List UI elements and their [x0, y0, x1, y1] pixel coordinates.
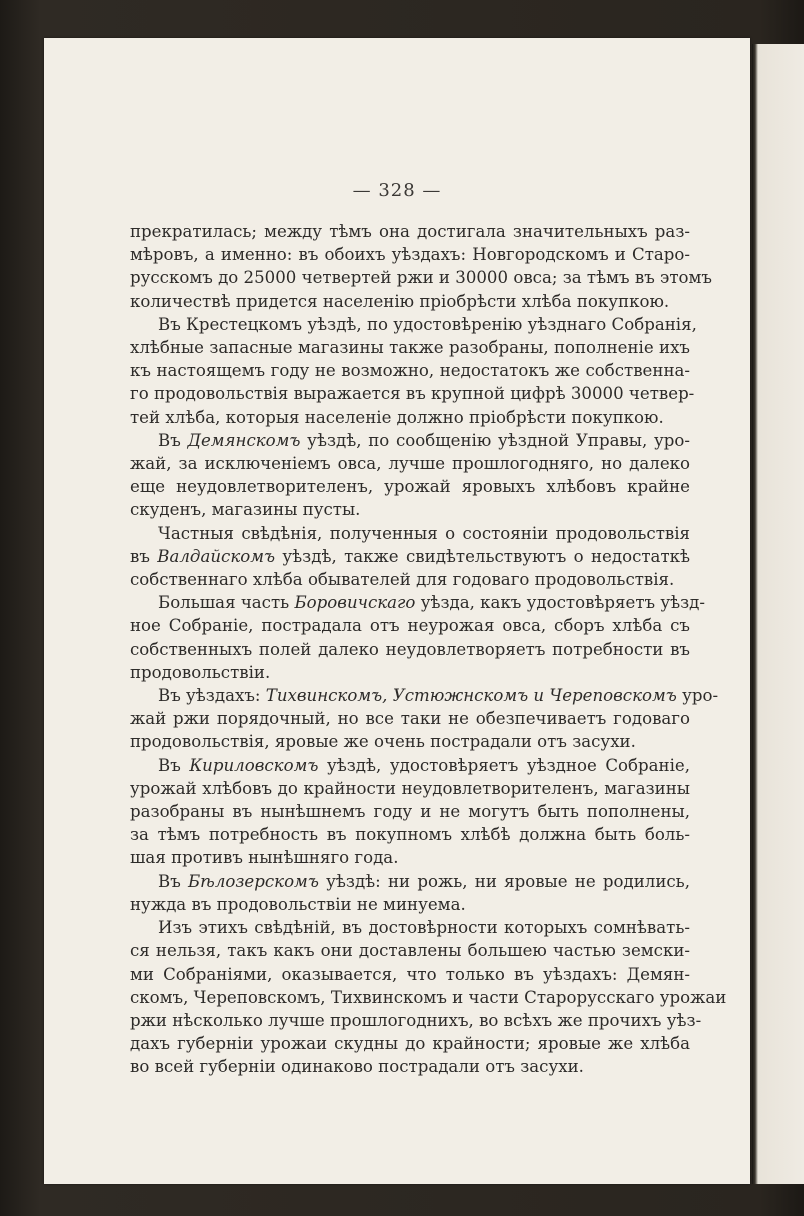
text-segment: Въ уѣздахъ: [158, 686, 266, 706]
text-segment: собственнаго хлѣба обывателей для годоваго продовольствія. [130, 570, 675, 590]
text-line [130, 591, 705, 614]
text-line [130, 313, 697, 336]
text-line [130, 661, 690, 684]
text-line [130, 777, 690, 800]
text-segment: къ настоящемъ году не возможно, недостатокъ же собственна- [130, 361, 690, 381]
text-line [130, 614, 690, 637]
text-segment: скуденъ, магазины пусты. [130, 500, 361, 520]
text-line [130, 638, 690, 661]
text-line [130, 568, 690, 591]
text-segment: прекратилась; между тѣмъ она достигала значительныхъ раз- [130, 222, 690, 241]
body-text [130, 220, 727, 1079]
text-segment: Въ Крестецкомъ уѣздѣ, по удостовѣренію уѣзднаго Собранія, [158, 314, 697, 334]
text-line [130, 243, 690, 266]
text-segment: го продовольствія выражается въ крупной цифрѣ 30000 четвер- [130, 384, 695, 404]
text-line [130, 475, 690, 498]
text-line [130, 359, 690, 382]
text-segment: ржи нѣсколько лучше прошлогоднихъ, во всѣхъ же прочихъ уѣз- [130, 1010, 702, 1030]
text-segment: нужда въ продовольствіи не минуема. [130, 894, 466, 914]
text-segment: ное Собраніе, пострадала отъ неурожая овса, сборъ хлѣба съ [130, 616, 690, 636]
text-segment: количествѣ придется населенію пріобрѣсти хлѣба покупкою. [130, 291, 670, 311]
text-segment: жай, за исключеніемъ овса, лучше прошлогодняго, но далеко [130, 454, 690, 474]
italic-place-name: Тихвинскомъ, Устюжнскомъ и Череповскомъ [265, 686, 677, 706]
text-line [130, 406, 690, 429]
italic-place-name: Демянскомъ [187, 430, 301, 450]
text-line [130, 684, 719, 707]
text-segment: разобраны въ нынѣшнемъ году и не могутъ быть пополнены, [130, 802, 690, 822]
italic-place-name: Бѣлозерскомъ [187, 871, 319, 891]
text-line [130, 800, 690, 823]
text-line [130, 986, 727, 1009]
text-segment: уѣзда, какъ удостовѣряетъ уѣзд- [415, 593, 705, 613]
text-segment: ся нельзя, такъ какъ они доставлены большею частью земски- [130, 941, 690, 961]
text-line [130, 220, 690, 243]
text-segment: урожай хлѣбовъ до крайности неудовлетворителенъ, магазины [130, 778, 690, 798]
text-line [130, 452, 690, 475]
text-line [130, 429, 690, 452]
text-line [130, 336, 690, 359]
text-line [130, 1032, 690, 1055]
book-page [44, 38, 750, 1184]
text-line [130, 707, 690, 730]
text-segment: жай ржи порядочный, но все таки не обезпечиваетъ годоваго [130, 709, 690, 729]
text-segment: русскомъ до 25000 четвертей ржи и 30000 овса; за тѣмъ въ этомъ [130, 268, 712, 288]
text-segment: въ [130, 546, 158, 566]
text-segment: хлѣбные запасные магазины также разобраны, пополненіе ихъ [130, 338, 690, 358]
text-line [130, 730, 690, 753]
text-segment: уѣздѣ, по сообщенію уѣздной Управы, уро- [300, 430, 690, 450]
text-segment: продовольствіи. [130, 662, 271, 682]
text-segment: Большая часть [158, 593, 295, 613]
next-page-edge [752, 44, 804, 1184]
text-segment: за тѣмъ потребность въ покупномъ хлѣбѣ должна быть боль- [130, 825, 690, 845]
text-line [130, 545, 690, 568]
text-segment: тей хлѣба, которыя населеніе должно пріобрѣсти покупкою. [130, 407, 664, 427]
text-line [130, 498, 690, 521]
text-segment: во всей губерніи одинаково пострадали отъ засухи. [130, 1057, 584, 1077]
text-line [130, 916, 690, 939]
text-segment: мѣровъ, а именно: въ обоихъ уѣздахъ: Новгородскомъ и Старо- [130, 245, 690, 265]
text-line [130, 846, 690, 869]
text-segment: Въ [158, 430, 188, 450]
text-segment: уро- [676, 686, 719, 706]
text-line [130, 754, 690, 777]
text-segment: уѣздѣ, также свидѣтельствуютъ о недостаткѣ [275, 546, 690, 566]
text-segment: ми Собраніями, оказывается, что только въ уѣздахъ: Демян- [130, 964, 690, 984]
text-segment: продовольствія, яровые же очень пострадали отъ засухи. [130, 732, 636, 752]
text-segment: еще неудовлетворителенъ, урожай яровыхъ хлѣбовъ крайне [130, 477, 690, 497]
italic-place-name: Боровичскаго [294, 593, 416, 613]
text-segment: Частныя свѣдѣнія, полученныя о состояніи продовольствія [158, 523, 690, 543]
text-line [130, 893, 690, 916]
text-segment: дахъ губерніи урожаи скудны до крайности; яровые же хлѣба [130, 1034, 690, 1054]
text-line [130, 1055, 690, 1078]
text-segment: Въ [158, 871, 188, 891]
italic-place-name: Валдайскомъ [157, 546, 276, 566]
page-number: — 328 — [352, 180, 442, 201]
text-line [130, 266, 712, 289]
text-line [130, 870, 690, 893]
text-segment: шая противъ нынѣшняго года. [130, 848, 399, 868]
text-line [130, 823, 690, 846]
text-line [130, 1009, 702, 1032]
text-segment: скомъ, Череповскомъ, Тихвинскомъ и части Старорусскаго урожаи [130, 987, 727, 1007]
text-segment: Изъ этихъ свѣдѣній, въ достовѣрности которыхъ сомнѣвать- [158, 918, 690, 938]
text-segment: уѣздѣ: ни рожь, ни яровые не родились, [318, 871, 690, 891]
text-line [130, 963, 690, 986]
italic-place-name: Кириловскомъ [189, 755, 319, 775]
text-segment: собственныхъ полей далеко неудовлетворяетъ потребности въ [130, 639, 690, 659]
text-line [130, 382, 695, 405]
text-line [130, 522, 690, 545]
text-segment: Въ [158, 755, 190, 775]
text-line [130, 939, 690, 962]
text-line [130, 290, 690, 313]
text-segment: уѣздѣ, удостовѣряетъ уѣздное Собраніе, [318, 755, 690, 775]
